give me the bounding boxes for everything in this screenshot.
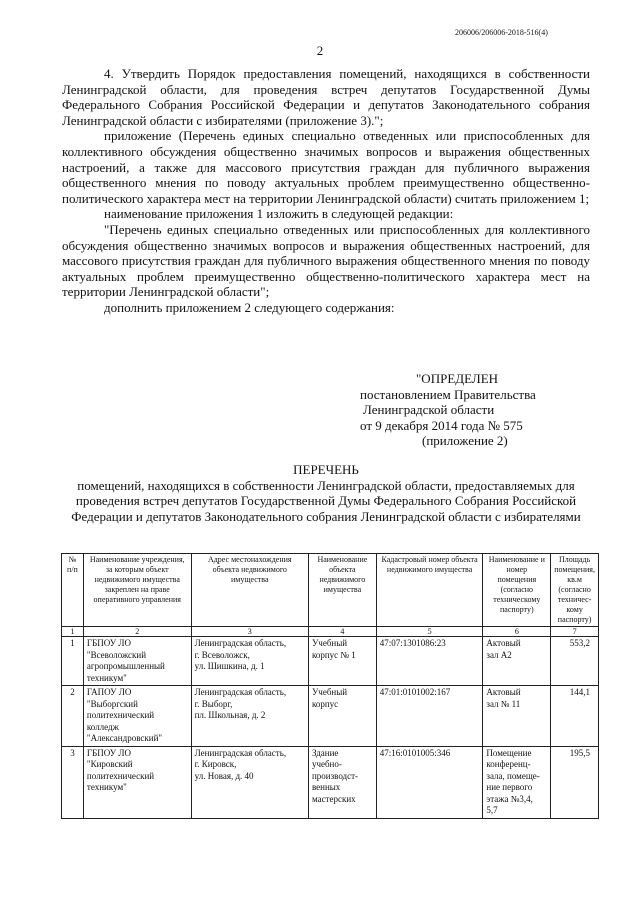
cell-room-line: зала, помеще- (486, 770, 540, 781)
cell-object-line: Учебный (311, 638, 348, 648)
column-number: 7 (551, 627, 599, 637)
cell-institution-line: "Выборгский (86, 698, 138, 709)
cell-area: 553,2 (551, 637, 599, 686)
cell-address-line: Ленинградская область, (194, 638, 287, 648)
cell-institution-line: ГАПОУ ЛО (86, 687, 132, 697)
cell-cadastral: 47:16:0101005:346 (376, 746, 483, 818)
approval-line-3: Ленинградской области (363, 402, 495, 418)
premises-table (61, 553, 599, 819)
cell-room-line: конференц- (486, 759, 531, 769)
column-number: 4 (308, 627, 376, 637)
header-object: Наименование объекта недвижимого имущества (308, 554, 376, 627)
cell-object-line: мастерских (311, 793, 356, 804)
cell-room-line: этажа №3,4, (486, 793, 533, 804)
cell-address-line: г. Выборг, (194, 698, 233, 709)
column-number: 2 (83, 627, 191, 637)
cell-address (191, 637, 308, 686)
cell-address-line: ул. Шишкина, д. 1 (194, 661, 265, 671)
cell-object-line: производст- (311, 770, 359, 781)
table-row (62, 746, 599, 818)
table-row (62, 637, 599, 686)
cell-address-line: ул. Новая, д. 40 (194, 770, 254, 781)
cell-institution-line: политехнический (86, 710, 155, 720)
cell-institution-line: ГБПОУ ЛО (86, 747, 131, 758)
cell-number: 2 (62, 686, 84, 747)
body-text (62, 66, 590, 316)
cell-address (191, 686, 308, 747)
cell-institution-line: агропромышленный (86, 661, 165, 671)
cell-room-line: зал А2 (486, 649, 512, 660)
cell-address-line: г. Кировск, (194, 759, 237, 769)
approval-line-2: постановлением Правительства (360, 386, 536, 402)
cell-institution-line: "Александровский" (86, 733, 163, 743)
cell-institution-line: колледж (86, 721, 119, 732)
cell-area: 195,5 (551, 746, 599, 818)
table-body (62, 637, 599, 819)
cell-object-line: Учебный (311, 687, 348, 697)
header-area: Площадь помещения, кв.м (согласно техничес-кому паспорту) (551, 554, 599, 627)
paragraph-appendix1-new-name: "Перечень единых специально отведенных или приспособленных для коллективного обсуждения общественно значимых вопросов и выражения общественных настроений, для массового присутствия граждан для публичного выражения общественного мнения по поводу актуальных проблем преимущественно общественно-политического характера мест на территории Ленинградской области"; (62, 221, 590, 300)
cell-institution (83, 686, 191, 747)
cell-address-line: г. Всеволожск, (194, 649, 250, 660)
approval-block (360, 371, 536, 449)
header-address: Адрес местонахождения объекта недвижимого имущества (191, 554, 308, 627)
cell-institution-line: ГБПОУ ЛО (86, 638, 131, 648)
cell-object-line: венных (311, 782, 341, 792)
cell-room-line: Актовый (486, 638, 521, 648)
header-cadastral: Кадастровый номер объекта недвижимого имущества (376, 554, 483, 627)
column-number: 3 (191, 627, 308, 637)
approval-line-1: "ОПРЕДЕЛЕН (416, 371, 499, 386)
cell-number: 1 (62, 637, 84, 686)
cell-address (191, 746, 308, 818)
list-heading: ПЕРЕЧЕНЬ (293, 462, 359, 477)
cell-area: 144,1 (551, 686, 599, 747)
cell-address-line: Ленинградская область, (194, 747, 287, 758)
cell-object-line: Здание (311, 747, 339, 758)
cell-number: 3 (62, 746, 84, 818)
cell-room-line: ние первого (486, 782, 533, 792)
cell-object (308, 746, 376, 818)
cell-institution (83, 746, 191, 818)
cell-room (483, 686, 551, 747)
cell-institution-line: политехнический (86, 770, 155, 781)
cell-institution-line: "Всеволожский (86, 649, 147, 660)
cell-room-line: 5,7 (486, 805, 498, 815)
cell-cadastral: 47:01:0101002:167 (376, 686, 483, 747)
cell-institution-line: техникум" (86, 782, 127, 792)
header-number: № п/п (62, 554, 84, 627)
cell-address-line: пл. Школьная, д. 2 (194, 710, 266, 720)
column-number: 5 (376, 627, 483, 637)
table-row (62, 686, 599, 747)
cell-object-line: учебно- (311, 759, 342, 769)
cell-institution-line: "Кировский (86, 759, 133, 769)
cell-room-line: Помещение (486, 747, 532, 758)
header-room: Наименование и номер помещения (согласно техническому паспорту) (483, 554, 551, 627)
cell-room (483, 637, 551, 686)
column-number: 1 (62, 627, 84, 637)
paragraph-add-appendix2: дополнить приложением 2 следующего содержания: (104, 299, 395, 315)
cell-address-line: Ленинградская область, (194, 687, 287, 697)
approval-line-5: (приложение 2) (422, 433, 508, 449)
cell-institution (83, 637, 191, 686)
cell-institution-line: техникум" (86, 672, 127, 683)
cell-room-line: зал № 11 (486, 698, 521, 709)
column-number: 6 (483, 627, 551, 637)
document-number: 206006/206006-2018-516(4) (455, 28, 548, 37)
cell-cadastral: 47:07:1301086:23 (376, 637, 483, 686)
paragraph-appendix1-title: наименование приложения 1 изложить в следующей редакции: (104, 206, 454, 222)
paragraph-appendix-rename: приложение (Перечень единых специально отведенных или приспособленных для коллективного обсуждения общественно значимых вопросов и выражения общественных настроений, а также для массового присутствия граждан для публичного выражения общественного мнения по поводу актуальных проблем преимущественно общественно-политического характера мест на территории Ленинградской области) считать приложением 1; (62, 128, 590, 206)
header-institution: Наименование учреждения, за которым объект недвижимого имущества закреплен на праве оперативного управления (83, 554, 191, 627)
list-title (62, 462, 590, 524)
list-subtitle: помещений, находящихся в собственности Ленинградской области, предоставляемых для проведения встреч депутатов Государственной Думы Федерального Собрания Российской Федерации и депутатов Законодательного собрания Ленинградской области с избирателями (71, 477, 581, 524)
cell-room (483, 746, 551, 818)
cell-object-line: корпус (311, 698, 339, 709)
cell-room-line: Актовый (486, 687, 521, 697)
approval-line-4: от 9 декабря 2014 года № 575 (360, 417, 523, 433)
column-number-row (62, 627, 599, 637)
page-number: 2 (316, 43, 324, 58)
paragraph-item4: 4. Утвердить Порядок предоставления помещений, находящихся в собственности Ленинградской области, для проведения встреч депутатов Государственной Думы Федерального Собрания Российской Федерации и депутатов Законодательного собрания Ленинградской области с избирателями (приложение 3)."; (62, 66, 590, 128)
cell-object-line: корпус № 1 (311, 649, 356, 660)
cell-object (308, 637, 376, 686)
cell-object (308, 686, 376, 747)
table-header-row (62, 554, 599, 627)
